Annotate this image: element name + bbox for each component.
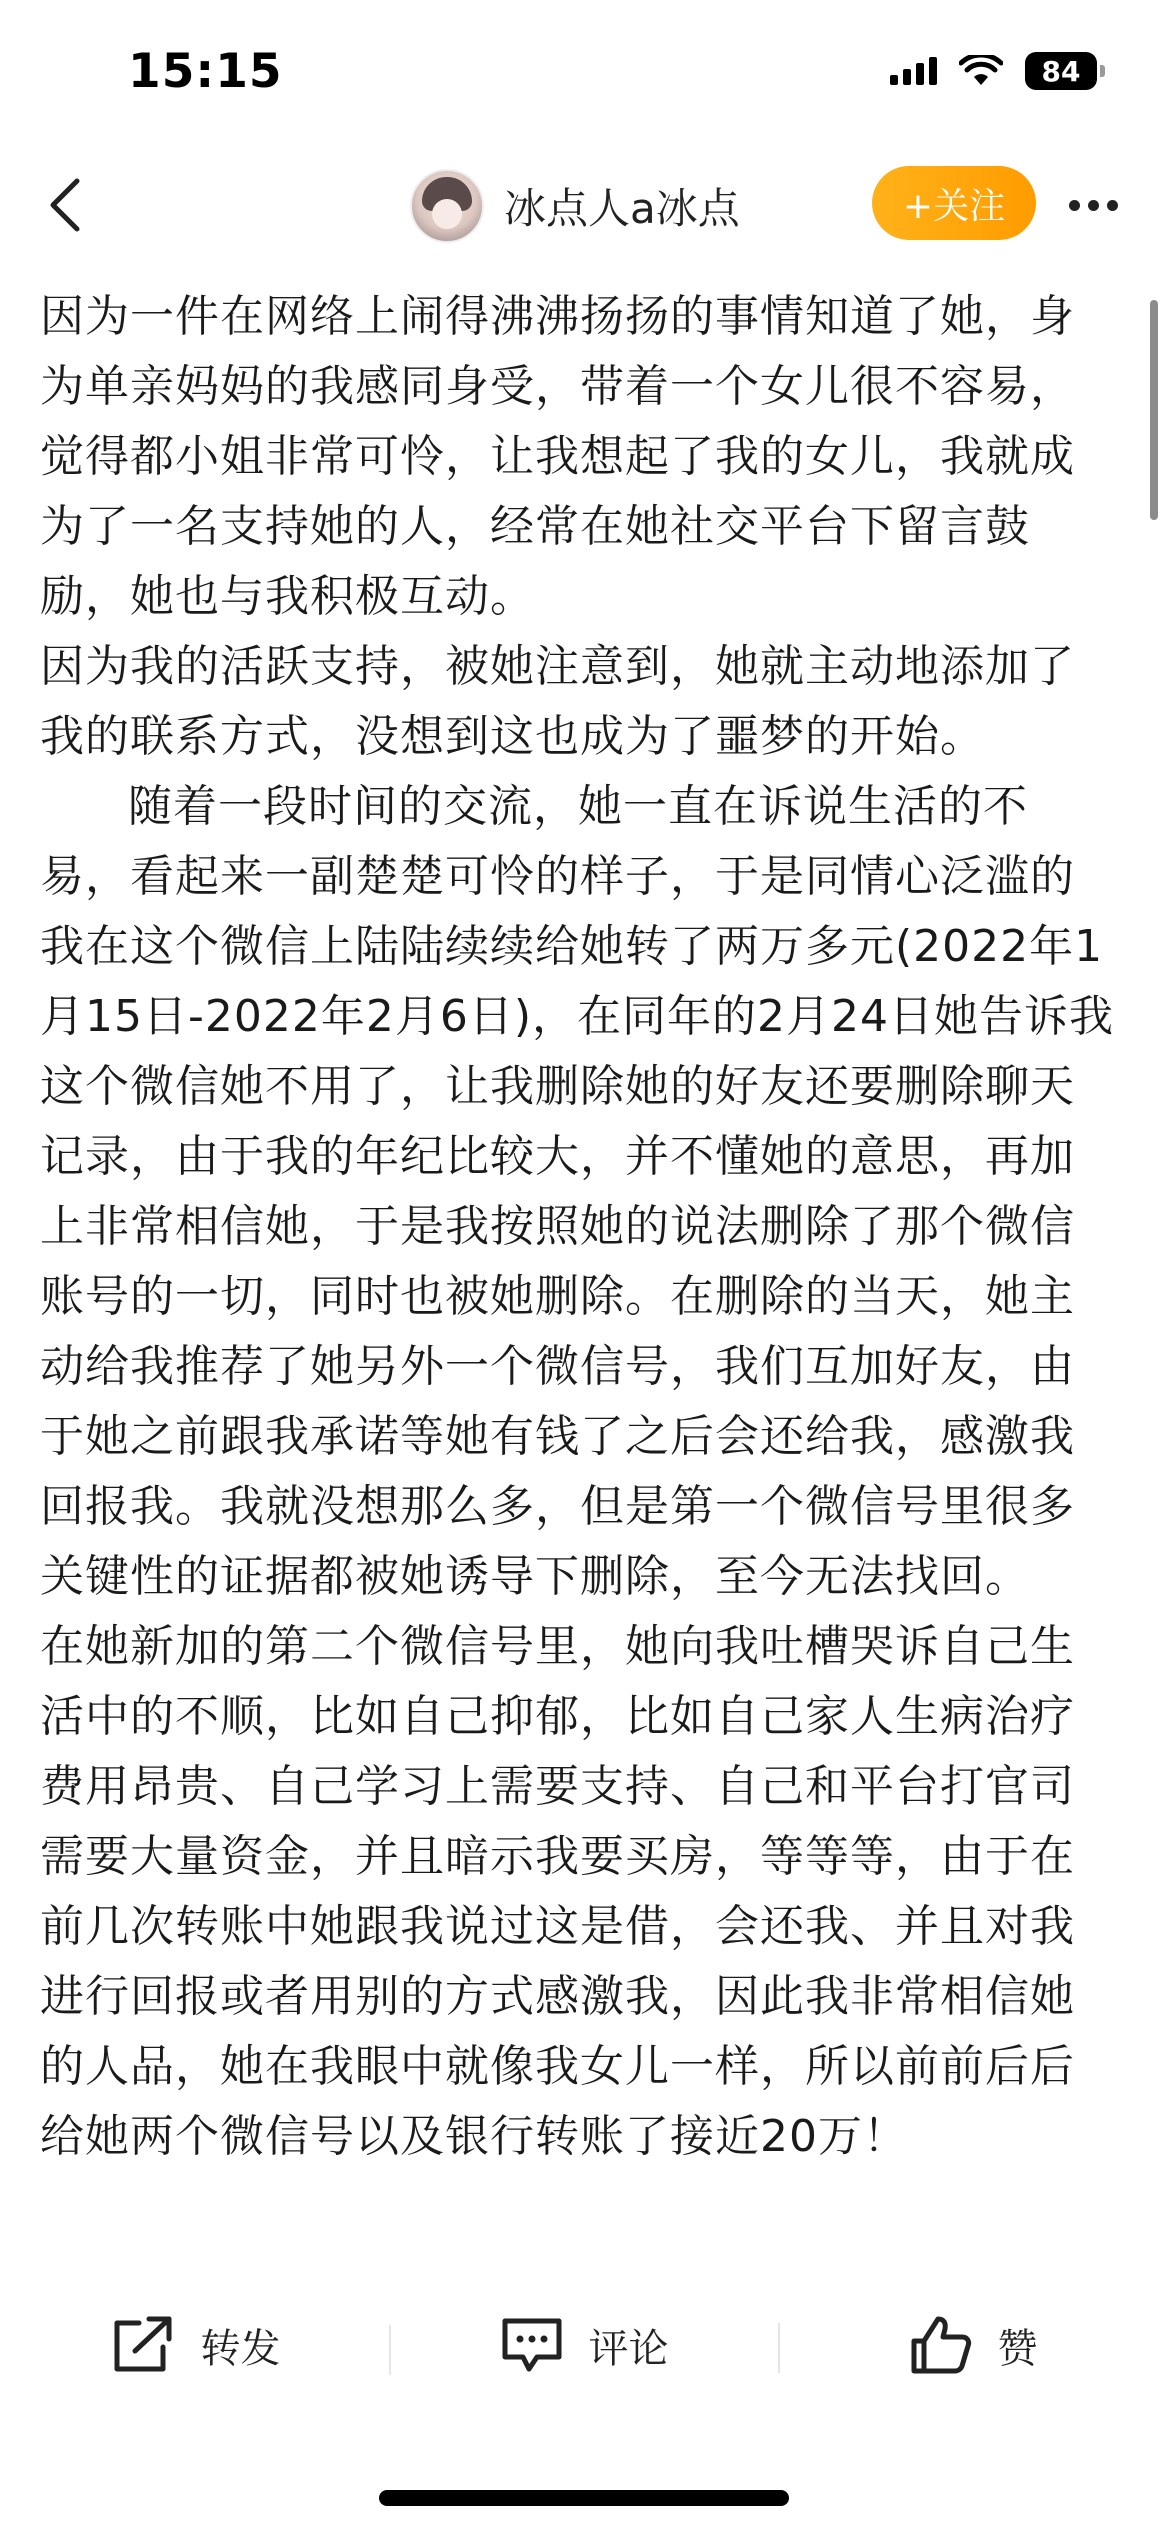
like-label: 赞 bbox=[997, 2325, 1038, 2372]
back-button[interactable] bbox=[30, 170, 100, 240]
comment-button[interactable] bbox=[389, 2315, 778, 2375]
chevron-left-icon bbox=[45, 177, 85, 233]
follow-button[interactable]: +关注 bbox=[872, 166, 1036, 240]
share-icon bbox=[109, 2315, 177, 2375]
home-indicator bbox=[379, 2490, 789, 2506]
comment-icon bbox=[499, 2315, 565, 2375]
status-icons bbox=[890, 52, 1097, 90]
status-time: 15:15 bbox=[128, 44, 283, 99]
post-paragraph: 随着一段时间的交流，她一直在诉说生活的不易，看起来一副楚楚可怜的样子，于是同情心泛滥的我在这个微信上陆陆续续给她转了两万多元(2022年1月15日-2022年2月6日)，在同年的2月24日她告诉我这个微信她不用了，让我删除她的好友还要删除聊天记录，由于我的年纪比较大，并不懂她的意思，再加上非常相信她，于是我按照她的说法删除了那个微信账号的一切，同时也被她删除。在删除的当天，她主动给我推荐了她另外一个微信号，我们互加好友，由于她之前跟我承诺等她有钱了之后会还给我，感激我回报我。我就没想那么多，但是第一个微信号里很多关键性的证据都被她诱导下删除，至今无法找回。 bbox=[40, 781, 1114, 1602]
like-button[interactable] bbox=[778, 2313, 1167, 2377]
thumbs-up-icon bbox=[908, 2313, 974, 2377]
action-bar bbox=[0, 2280, 1167, 2410]
post-paragraph: 因为一件在网络上闹得沸沸扬扬的事情知道了她，身为单亲妈妈的我感同身受，带着一个女儿很不容易，觉得都小姐非常可怜，让我想起了我的女儿，我就成为了一名支持她的人，经常在她社交平台下留言鼓励，她也与我积极互动。 bbox=[40, 291, 1075, 622]
status-bar bbox=[0, 0, 1167, 150]
author-name[interactable]: 冰点人a冰点 bbox=[504, 184, 740, 233]
post-content bbox=[40, 282, 1115, 2260]
wifi-icon bbox=[959, 55, 1003, 87]
more-options-icon[interactable] bbox=[1058, 180, 1128, 230]
cellular-signal-icon bbox=[890, 57, 937, 85]
nav-bar bbox=[0, 150, 1167, 260]
battery-icon bbox=[1025, 52, 1097, 90]
battery-level: 84 bbox=[1041, 54, 1081, 88]
post-paragraph: 在她新加的第二个微信号里，她向我吐槽哭诉自己生活中的不顺，比如自己抑郁，比如自己家人生病治疗费用昂贵、自己学习上需要支持、自己和平台打官司需要大量资金，并且暗示我要买房，等等等，由于在前几次转账中她跟我说过这是借，会还我、并且对我进行回报或者用别的方式感激我，因此我非常相信她的人品，她在我眼中就像我女儿一样，所以前前后后给她两个微信号以及银行转账了接近20万！ bbox=[40, 1621, 1075, 2162]
scrollbar[interactable] bbox=[1150, 300, 1158, 520]
author-info[interactable] bbox=[410, 166, 740, 246]
share-button[interactable] bbox=[0, 2315, 389, 2375]
post-paragraph: 因为我的活跃支持，被她注意到，她就主动地添加了我的联系方式，没想到这也成为了噩梦的开始。 bbox=[40, 641, 1075, 762]
share-label: 转发 bbox=[200, 2325, 281, 2372]
avatar[interactable] bbox=[410, 169, 484, 243]
comment-label: 评论 bbox=[588, 2325, 669, 2372]
